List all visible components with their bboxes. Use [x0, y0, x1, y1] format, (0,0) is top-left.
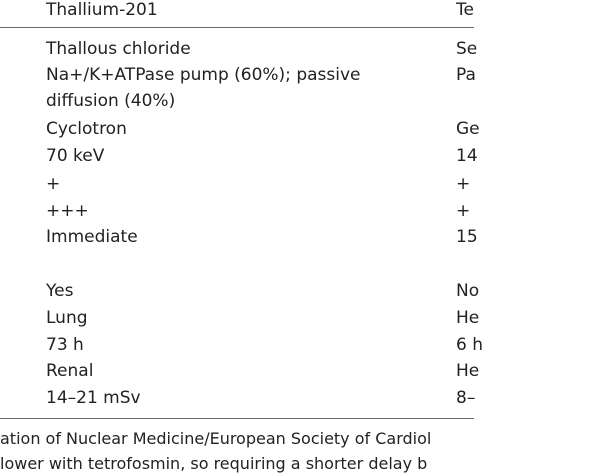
table-cell: +: [456, 201, 471, 221]
table-cell: 14: [456, 146, 478, 166]
table-cell: 14–21 mSv: [46, 388, 141, 408]
table-cell: He: [456, 361, 480, 381]
table-footnote: ation of Nuclear Medicine/European Society of Cardiol: [0, 429, 432, 448]
table-cell: 70 keV: [46, 146, 105, 166]
table-cell: No: [456, 281, 480, 301]
table-cell: Immediate: [46, 227, 138, 247]
table-cell: 8–: [456, 388, 476, 408]
column-header-technetium: Te: [456, 0, 474, 20]
table-cell: Yes: [46, 281, 74, 301]
table-cell: Renal: [46, 361, 94, 381]
table-cell: Pa: [456, 65, 476, 85]
table-cell: Thallous chloride: [46, 39, 191, 59]
table-cell: 73 h: [46, 335, 84, 355]
header-rule: [0, 27, 474, 28]
table-cell: He: [456, 308, 480, 328]
table-bottom-rule: [0, 418, 474, 419]
table-cell: Cyclotron: [46, 119, 127, 139]
table-footnote: lower with tetrofosmin, so requiring a shorter delay b: [0, 454, 428, 473]
table-cell: Ge: [456, 119, 480, 139]
table-cell: diffusion (40%): [46, 91, 176, 111]
table-cell: Se: [456, 39, 478, 59]
table-cell: Na+/K+ATPase pump (60%); passive: [46, 65, 361, 85]
table-cell: 6 h: [456, 335, 483, 355]
table-cell: Lung: [46, 308, 88, 328]
column-header-thallium: Thallium-201: [46, 0, 158, 20]
table-cell: +: [456, 174, 471, 194]
table-cell: +: [46, 174, 61, 194]
table-cell: +++: [46, 201, 89, 221]
table-cell: 15: [456, 227, 478, 247]
